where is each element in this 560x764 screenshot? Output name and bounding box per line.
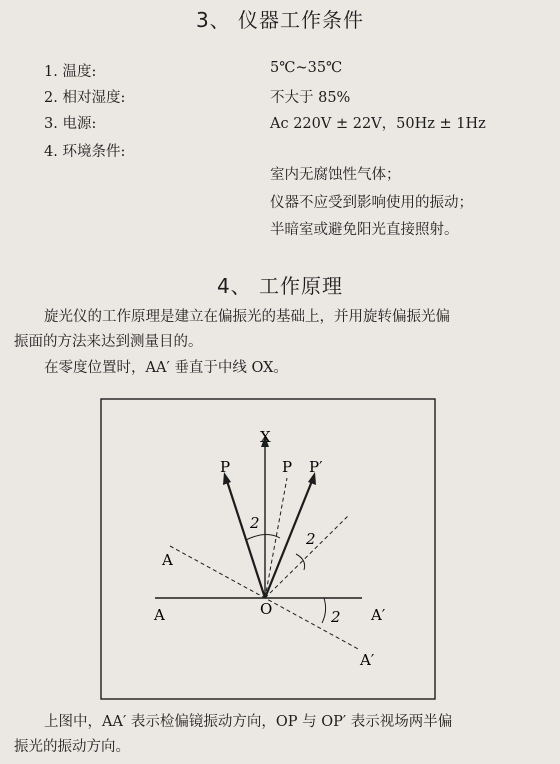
section-4-heading: 4、 工作原理: [216, 274, 344, 298]
condition-label-temperature: 1. 温度:: [44, 64, 97, 80]
line-op-dashed: [265, 478, 287, 598]
label-p-prime: P′: [309, 458, 323, 476]
label-o: O: [260, 600, 273, 618]
zero-position-paragraph: 在零度位置时，AA′ 垂直于中线 OX。: [44, 360, 288, 376]
principle-paragraph-line-2: 振面的方法来达到测量目的。: [14, 334, 203, 350]
angle-arc-lower: [322, 598, 326, 623]
label-a-prime-right: A′: [371, 606, 386, 624]
condition-value-temperature: 5℃~35℃: [270, 60, 343, 76]
label-p-left: P: [220, 458, 231, 476]
condition-label-environment: 4. 环境条件:: [44, 144, 126, 160]
condition-value-humidity: 不大于 85%: [270, 90, 351, 106]
caption-line-2: 振光的振动方向。: [14, 739, 130, 755]
angle-arc-left: [246, 534, 280, 540]
angle-arc-right: [296, 554, 305, 570]
condition-label-humidity: 2. 相对湿度:: [44, 90, 126, 106]
polarization-diagram: [100, 398, 436, 700]
section-3-heading: 3、 仪器工作条件: [195, 8, 365, 32]
label-a-left: A: [154, 606, 165, 624]
label-a-prime-lower: A′: [360, 651, 375, 669]
angle-label-left: 2: [250, 514, 260, 532]
label-a-upper: A: [162, 551, 173, 569]
angle-label-right: 2: [306, 530, 316, 548]
principle-paragraph-line-1: 旋光仪的工作原理是建立在偏振光的基础上，并用旋转偏振光偏: [44, 309, 450, 325]
label-x: X: [260, 428, 271, 446]
label-p-mid: P: [282, 458, 293, 476]
condition-label-power: 3. 电源:: [44, 116, 97, 132]
caption-line-1: 上图中，AA′ 表示检偏镜振动方向，OP 与 OP′ 表示视场两半偏: [44, 714, 453, 730]
environment-line-3: 半暗室或避免阳光直接照射。: [270, 222, 459, 238]
angle-label-lower: 2: [331, 608, 341, 626]
line-op-prime: [265, 481, 312, 598]
environment-line-1: 室内无腐蚀性气体；: [270, 167, 401, 183]
environment-line-2: 仪器不应受到影响使用的振动；: [270, 195, 473, 211]
condition-value-power: Ac 220V ± 22V，50Hz ± 1Hz: [270, 116, 486, 132]
